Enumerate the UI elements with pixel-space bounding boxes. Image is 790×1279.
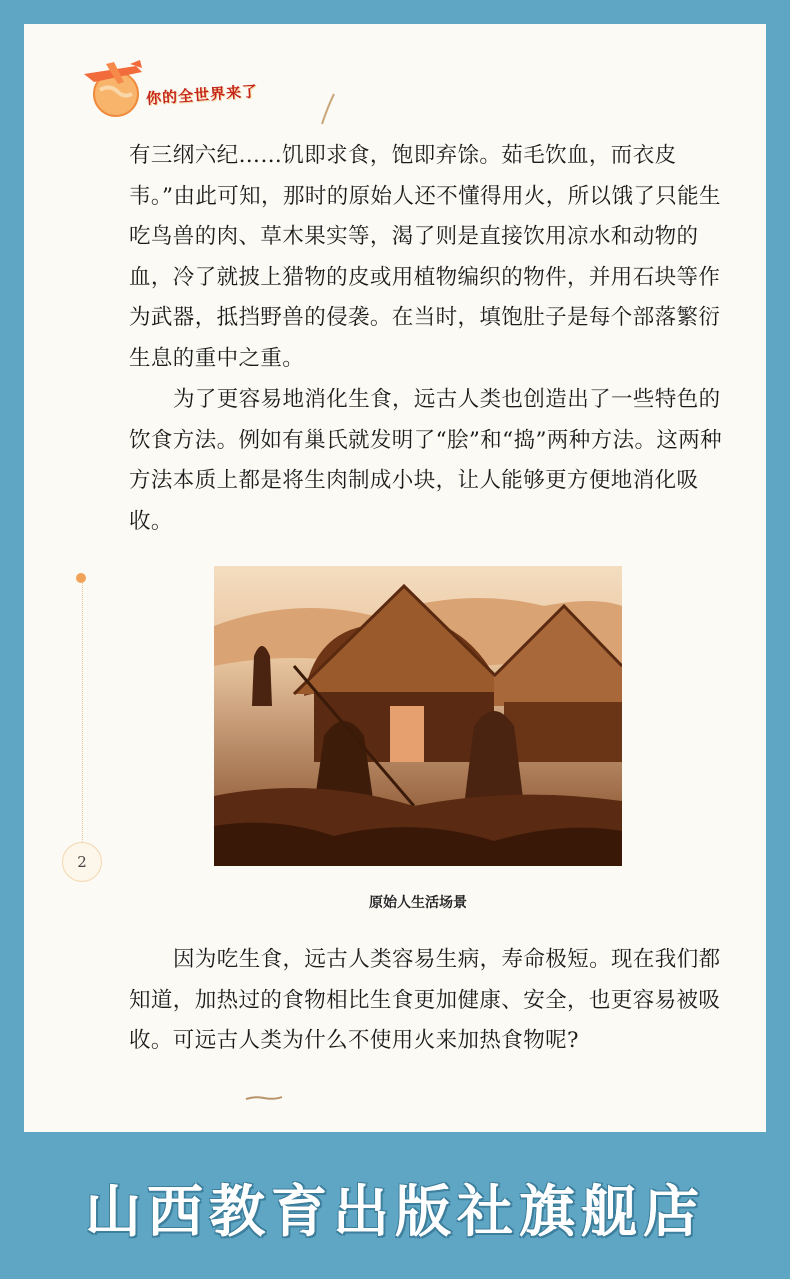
paragraph-3-text: 因为吃生食，远古人类容易生病，寿命极短。现在我们都知道，加热过的食物相比生食更加健康、安全，也更容易被吸收。可远古人类为什么不使用火来加热食物呢? xyxy=(129,947,721,1053)
decorative-stroke-icon xyxy=(320,92,336,126)
paragraph-2-text: 为了更容易地消化生食，远古人类也创造出了一些特色的饮食方法。例如有巢氏就发明了“脍”和“捣”两种方法。这两种方法本质上都是将生肉制成小块，让人能够更方便地消化吸收。 xyxy=(129,387,723,534)
book-page xyxy=(24,24,766,1132)
decorative-dash-icon xyxy=(244,1094,284,1102)
store-banner: 山西教育出版社旗舰店 xyxy=(85,1180,705,1245)
margin-guide-line xyxy=(82,580,83,848)
paragraph-3 xyxy=(129,940,731,1062)
primitive-life-photo xyxy=(214,566,622,866)
page-number: 2 xyxy=(62,842,102,882)
paragraph-1: 有三纲六纪……饥即求食，饱即弃馀。茹毛饮血，而衣皮韦。”由此可知，那时的原始人还不懂得用火，所以饿了只能生吃鸟兽的肉、草木果实等，渴了则是直接饮用凉水和动物的血，冷了就披上猎物的皮或用植物编织的物件，并用石块等作为武器，抵挡野兽的侵袭。在当时，填饱肚子是每个部落繁衍生息的重中之重。 xyxy=(129,143,721,371)
paragraph-2 xyxy=(129,380,731,542)
figure-caption: 原始人生活场景 xyxy=(369,895,467,911)
margin-dot-icon xyxy=(76,573,86,583)
header-title: 你的全世界来了 xyxy=(145,82,259,108)
